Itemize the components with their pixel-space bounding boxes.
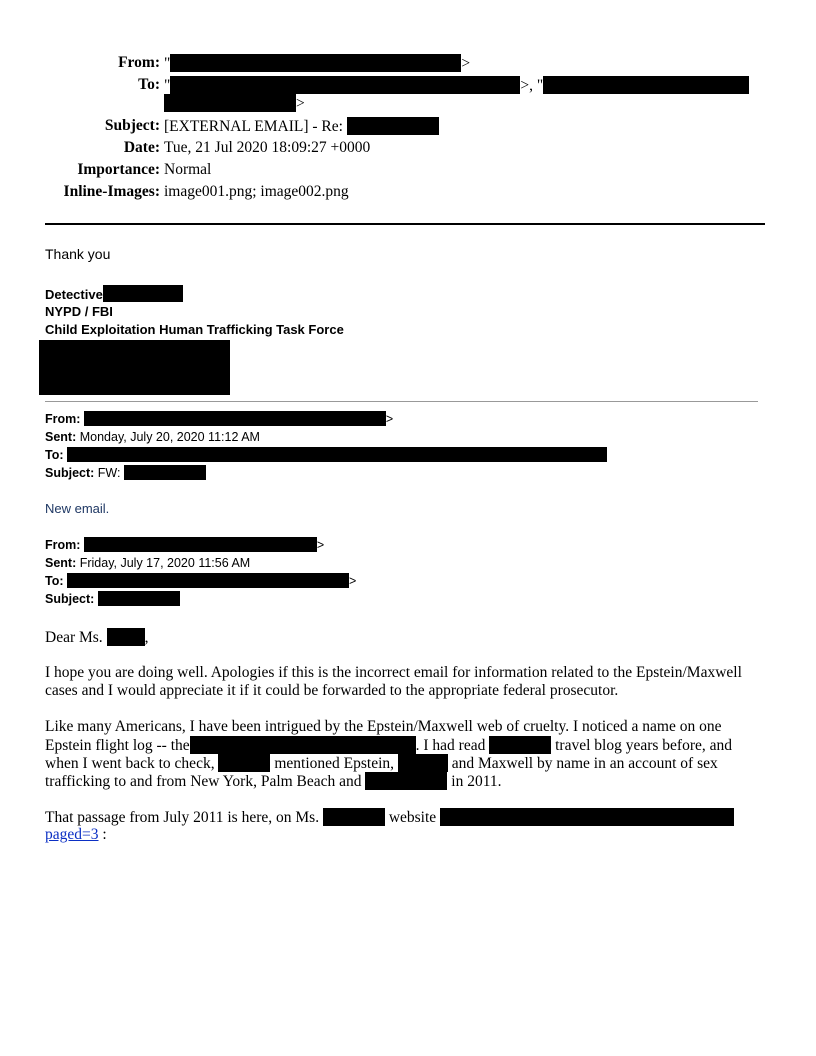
signature-title: Detective	[45, 285, 183, 304]
redaction	[398, 754, 448, 772]
redaction	[67, 447, 607, 462]
fwd2-sent: Sent: Friday, July 17, 2020 11:56 AM	[45, 556, 251, 570]
forward-divider	[45, 401, 758, 402]
redaction	[190, 736, 416, 754]
header-divider	[45, 223, 765, 225]
letter-para2-line4: trafficking to and from New York, Palm Beach and in 2011.	[45, 773, 502, 790]
fwd2-to: To: >	[45, 574, 357, 588]
signature-unit: Child Exploitation Human Trafficking Task Force	[45, 322, 344, 337]
letter-salutation: Dear Ms. ,	[45, 629, 149, 646]
redaction	[440, 808, 734, 826]
header-from-label: From:	[118, 54, 160, 71]
redaction	[107, 628, 145, 646]
redaction	[84, 537, 317, 552]
redaction	[103, 285, 183, 302]
letter-para1-line1: I hope you are doing well. Apologies if this is the incorrect email for information related to the Epstein/Maxwell	[45, 664, 742, 681]
header-date-label: Date:	[123, 139, 160, 156]
reply-text: Thank you	[45, 246, 111, 262]
letter-para3-line2: paged=3 :	[45, 826, 107, 843]
redaction	[84, 411, 386, 426]
fwd1-to: To:	[45, 446, 607, 464]
website-link[interactable]: paged=3	[45, 826, 99, 843]
signature-image-redaction	[39, 340, 230, 395]
letter-para3-line1: That passage from July 2011 is here, on Ms. website	[45, 808, 734, 827]
redaction	[347, 117, 439, 135]
header-inline-images-value: image001.png; image002.png	[164, 183, 349, 200]
redaction	[489, 736, 551, 754]
letter-para2-line3: when I went back to check, mentioned Epstein, and Maxwell by name in an account of sex	[45, 755, 718, 772]
redaction	[323, 808, 385, 826]
header-from-value: " >	[164, 55, 471, 72]
fwd2-subject: Subject:	[45, 590, 180, 608]
header-subject-value: [EXTERNAL EMAIL] - Re:	[164, 117, 439, 136]
redaction	[124, 465, 206, 480]
redaction	[365, 772, 447, 790]
redaction	[170, 54, 461, 72]
redaction	[170, 76, 520, 94]
header-subject-label: Subject:	[104, 117, 160, 134]
signature-agency: NYPD / FBI	[45, 304, 113, 319]
letter-para2-line1: Like many Americans, I have been intrigued by the Epstein/Maxwell web of cruelty. I noticed a name on one	[45, 718, 722, 735]
redaction	[543, 76, 749, 94]
fwd2-from: From: >	[45, 538, 325, 552]
redaction	[67, 573, 349, 588]
header-importance-value: Normal	[164, 161, 212, 178]
header-date-value: Tue, 21 Jul 2020 18:09:27 +0000	[164, 139, 371, 156]
redaction	[164, 94, 296, 112]
redaction	[218, 754, 270, 772]
redaction	[98, 591, 180, 606]
header-importance-label: Importance:	[77, 161, 160, 178]
fwd1-note: New email.	[45, 501, 110, 516]
header-to-value: " >, "	[164, 76, 749, 95]
header-to-value-continued: >	[164, 94, 305, 113]
letter-para2-line2: Epstein flight log -- the . I had read travel blog years before, and	[45, 737, 732, 754]
fwd1-from: From: >	[45, 412, 394, 426]
fwd1-sent: Sent: Monday, July 20, 2020 11:12 AM	[45, 430, 260, 444]
fwd1-subject: Subject: FW:	[45, 464, 206, 482]
letter-para1-line2: cases and I would appreciate it if it could be forwarded to the appropriate federal prosecutor.	[45, 682, 619, 699]
header-inline-images-label: Inline-Images:	[63, 183, 160, 200]
header-to-label: To:	[138, 76, 160, 93]
